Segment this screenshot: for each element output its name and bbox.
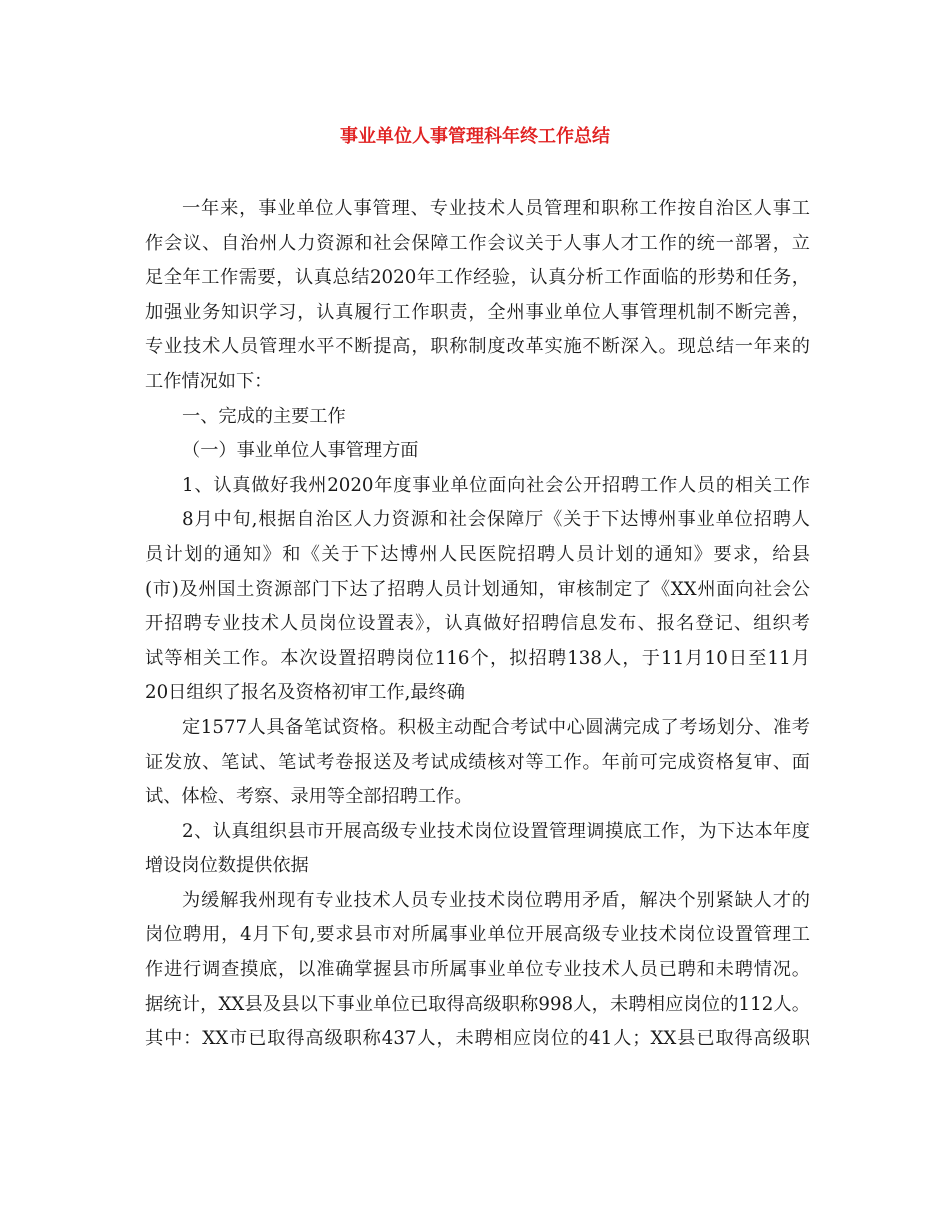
text-line: 其中：XX市已取得高级职称437人，未聘相应岗位的41人；XX县已取得高级职	[145, 1028, 810, 1050]
text-line: 员计划的通知》和《关于下达博州人民医院招聘人员计划的通知》要求，给县	[145, 543, 810, 565]
item-heading: 1、认真做好我州2020年度事业单位面向社会公开招聘工作人员的相关工作	[182, 474, 810, 496]
document-title: 事业单位人事管理科年终工作总结	[340, 126, 610, 147]
item-heading: 2、认真组织县市开展高级专业技术岗位设置管理调摸底工作，为下达本年度	[182, 820, 810, 842]
text-line: 加强业务知识学习，认真履行工作职责，全州事业单位人事管理机制不断完善，	[145, 301, 810, 323]
text-line: 8月中旬,根据自治区人力资源和社会保障厅《关于下达博州事业单位招聘人	[182, 509, 810, 531]
text-line: 作进行调查摸底，以准确掌握县市所属事业单位专业技术人员已聘和未聘情况。	[145, 959, 810, 981]
text-line: 专业技术人员管理水平不断提高，职称制度改革实施不断深入。现总结一年来的	[145, 336, 810, 358]
section-heading: 一、完成的主要工作	[182, 405, 346, 427]
text-line: 定1577人具备笔试资格。积极主动配合考试中心圆满完成了考场划分、准考	[182, 716, 810, 738]
text-line: (市)及州国土资源部门下达了招聘人员计划通知，审核制定了《XX州面向社会公	[145, 578, 810, 600]
text-line: 足全年工作需要，认真总结2020年工作经验，认真分析工作面临的形势和任务，	[145, 267, 810, 289]
text-line: 试等相关工作。本次设置招聘岗位116个，拟招聘138人，于11月10日至11月	[145, 647, 810, 669]
text-line: 为缓解我州现有专业技术人员专业技术岗位聘用矛盾，解决个别紧缺人才的	[182, 889, 810, 911]
text-line: 岗位聘用，4月下旬,要求县市对所属事业单位开展高级专业技术岗位设置管理工	[145, 924, 810, 946]
text-line: 工作情况如下：	[145, 370, 273, 392]
text-line: 证发放、笔试、笔试考卷报送及考试成绩核对等工作。年前可完成资格复审、面	[145, 751, 810, 773]
document-body	[145, 192, 810, 1057]
text-line: 20日组织了报名及资格初审工作,最终确	[145, 682, 465, 704]
text-line: 作会议、自治州人力资源和社会保障工作会议关于人事人才工作的统一部署，立	[145, 232, 810, 254]
text-line: 据统计，XX县及县以下事业单位已取得高级职称998人，未聘相应岗位的112人。	[145, 993, 810, 1015]
subsection-heading: （一）事业单位人事管理方面	[182, 440, 419, 462]
text-line: 增设岗位数提供依据	[145, 855, 309, 877]
text-line: 一年来，事业单位人事管理、专业技术人员管理和职称工作按自治区人事工	[182, 198, 810, 219]
text-line: 试、体检、考察、录用等全部招聘工作。	[145, 786, 473, 808]
text-line: 开招聘专业技术人员岗位设置表》，认真做好招聘信息发布、报名登记、组织考	[145, 613, 810, 635]
